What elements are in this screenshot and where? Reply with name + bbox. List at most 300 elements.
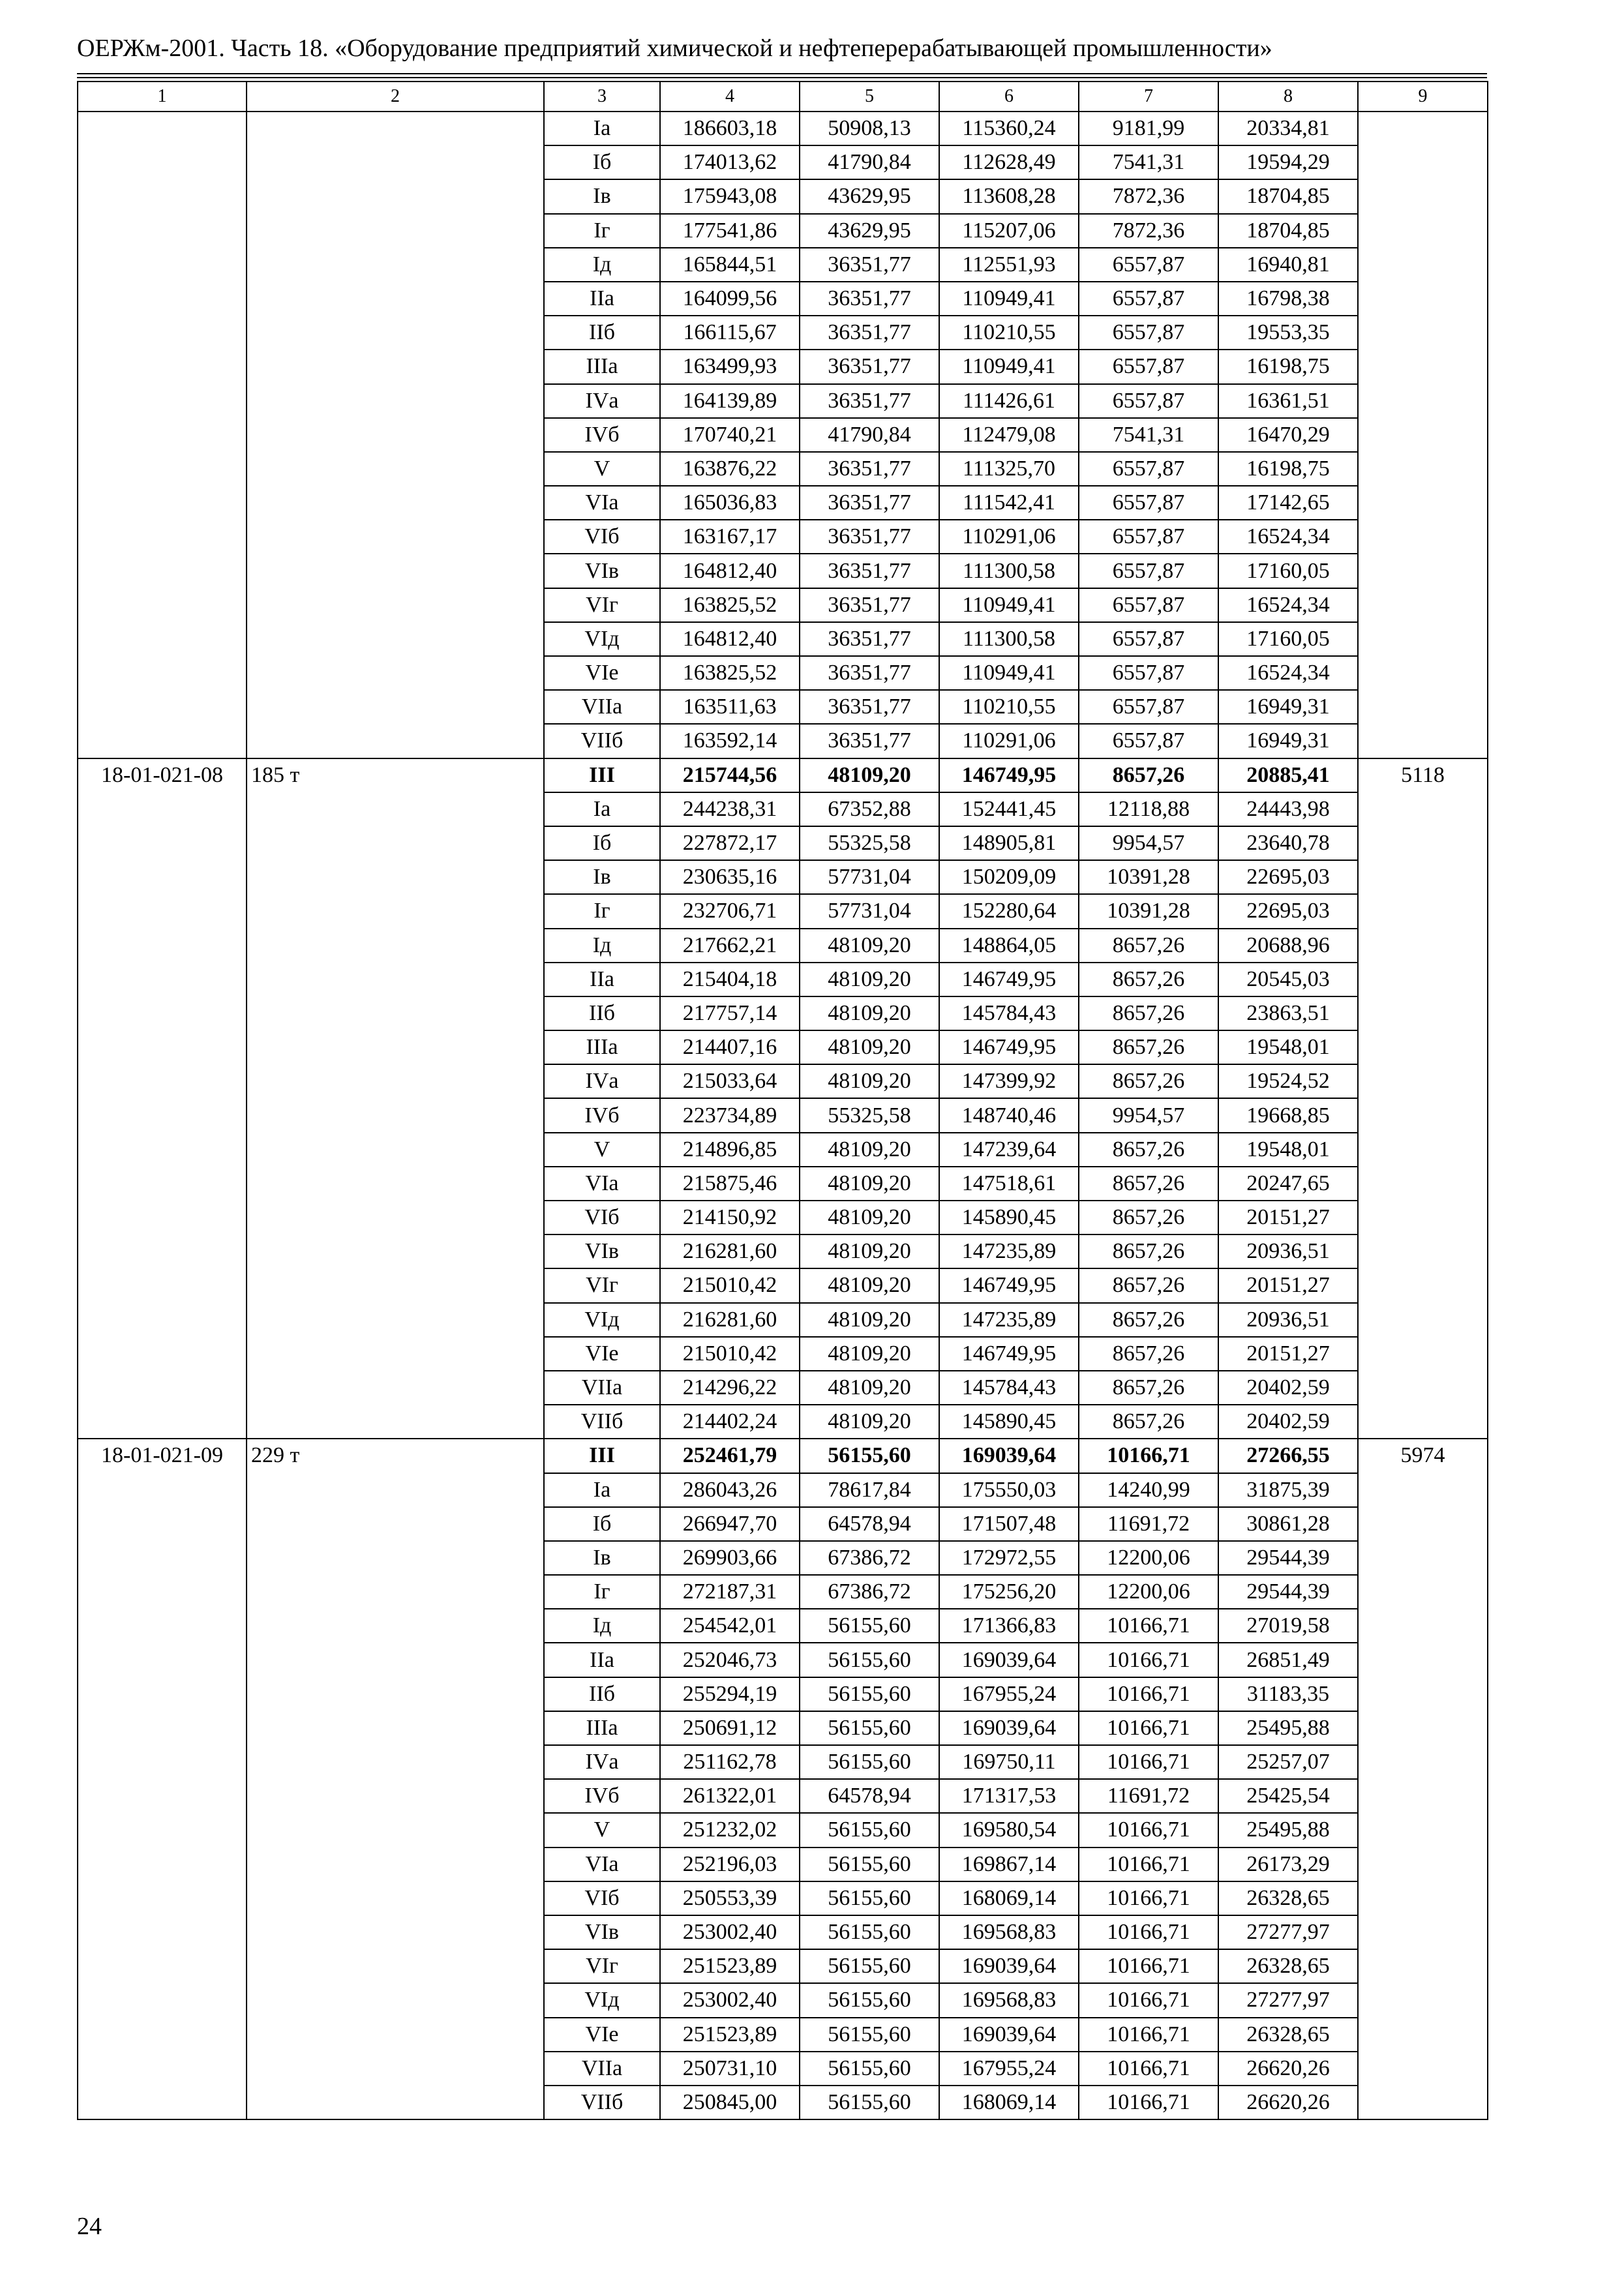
value-cell: 8657,26 [1079, 1268, 1218, 1302]
value-cell: 48109,20 [800, 1030, 939, 1064]
value-cell: 8657,26 [1079, 758, 1218, 792]
value-cell: 163167,17 [660, 520, 800, 554]
value-cell: 56155,60 [800, 2086, 939, 2119]
value-cell: 10166,71 [1079, 1609, 1218, 1643]
value-cell: 152280,64 [939, 894, 1079, 928]
value-cell: 50908,13 [800, 112, 939, 145]
value-cell: 172972,55 [939, 1541, 1079, 1575]
zone-cell: IIа [544, 963, 660, 996]
zone-cell: Iа [544, 792, 660, 826]
value-cell: 48109,20 [800, 1303, 939, 1337]
value-cell: 36351,77 [800, 656, 939, 690]
value-cell: 16361,51 [1218, 384, 1358, 418]
value-cell: 251523,89 [660, 1949, 800, 1983]
value-cell: 215033,64 [660, 1064, 800, 1098]
value-cell: 177541,86 [660, 214, 800, 248]
value-cell: 48109,20 [800, 996, 939, 1030]
value-cell: 19668,85 [1218, 1098, 1358, 1132]
value-cell: 8657,26 [1079, 1064, 1218, 1098]
value-cell: 7872,36 [1079, 179, 1218, 213]
zone-cell: Iг [544, 214, 660, 248]
value-cell: 217662,21 [660, 929, 800, 963]
zone-cell: Iв [544, 179, 660, 213]
value-cell: 36351,77 [800, 282, 939, 316]
value-cell: 11691,72 [1079, 1779, 1218, 1813]
zone-cell: VIб [544, 1881, 660, 1915]
value-cell: 6557,87 [1079, 724, 1218, 758]
zone-cell: VIIа [544, 1371, 660, 1405]
zone-cell: VIг [544, 1268, 660, 1302]
value-cell: 20402,59 [1218, 1405, 1358, 1439]
value-cell: 10166,71 [1079, 1677, 1218, 1711]
value-cell: 110210,55 [939, 316, 1079, 350]
zone-cell: VIIб [544, 1405, 660, 1439]
value-cell: 8657,26 [1079, 963, 1218, 996]
value-cell: 48109,20 [800, 1133, 939, 1167]
value-cell: 8657,26 [1079, 996, 1218, 1030]
value-cell: 227872,17 [660, 826, 800, 860]
value-cell: 30861,28 [1218, 1507, 1358, 1541]
value-cell: 27277,97 [1218, 1983, 1358, 2017]
zone-cell: IIа [544, 282, 660, 316]
value-cell: 6557,87 [1079, 622, 1218, 656]
value-cell: 48109,20 [800, 929, 939, 963]
value-cell: 250845,00 [660, 2086, 800, 2119]
zone-cell: VIб [544, 1201, 660, 1234]
value-cell: 163592,14 [660, 724, 800, 758]
value-cell: 112628,49 [939, 145, 1079, 179]
rate-code: 18-01-021-08 [78, 758, 247, 1439]
value-cell: 20247,65 [1218, 1167, 1358, 1201]
value-cell: 56155,60 [800, 2018, 939, 2052]
value-cell: 16198,75 [1218, 350, 1358, 383]
value-cell: 12200,06 [1079, 1541, 1218, 1575]
value-cell: 253002,40 [660, 1915, 800, 1949]
value-cell: 111325,70 [939, 452, 1079, 486]
value-cell: 115360,24 [939, 112, 1079, 145]
value-cell: 163499,93 [660, 350, 800, 383]
value-cell: 163511,63 [660, 690, 800, 724]
zone-cell: Iв [544, 860, 660, 894]
value-cell: 48109,20 [800, 758, 939, 792]
value-cell: 56155,60 [800, 1848, 939, 1881]
value-cell: 148740,46 [939, 1098, 1079, 1132]
value-cell: 20151,27 [1218, 1268, 1358, 1302]
zone-cell: VIе [544, 656, 660, 690]
value-cell: 110210,55 [939, 690, 1079, 724]
value-cell: 56155,60 [800, 1643, 939, 1677]
value-cell: 57731,04 [800, 860, 939, 894]
value-cell: 214407,16 [660, 1030, 800, 1064]
value-cell: 186603,18 [660, 112, 800, 145]
value-cell: 18704,85 [1218, 179, 1358, 213]
zone-cell: VIв [544, 1915, 660, 1949]
value-cell: 19553,35 [1218, 316, 1358, 350]
value-cell: 215010,42 [660, 1337, 800, 1371]
value-cell: 150209,09 [939, 860, 1079, 894]
value-cell: 266947,70 [660, 1507, 800, 1541]
value-cell: 10391,28 [1079, 894, 1218, 928]
value-cell: 43629,95 [800, 179, 939, 213]
value-cell: 253002,40 [660, 1983, 800, 2017]
page-number: 24 [77, 2213, 102, 2240]
value-cell: 254542,01 [660, 1609, 800, 1643]
value-cell: 217757,14 [660, 996, 800, 1030]
zone-cell: IIIа [544, 1030, 660, 1064]
value-cell: 6557,87 [1079, 520, 1218, 554]
zone-cell: V [544, 1133, 660, 1167]
zone-cell: Iг [544, 1575, 660, 1609]
value-cell: 6557,87 [1079, 452, 1218, 486]
value-cell: 10166,71 [1079, 1643, 1218, 1677]
value-cell: 20545,03 [1218, 963, 1358, 996]
column-number-5: 5 [800, 82, 939, 112]
value-cell: 67386,72 [800, 1541, 939, 1575]
value-cell: 10166,71 [1079, 2018, 1218, 2052]
value-cell: 26173,29 [1218, 1848, 1358, 1881]
value-cell: 20334,81 [1218, 112, 1358, 145]
zone-cell: VIIа [544, 2052, 660, 2086]
zone-cell: IIIа [544, 1711, 660, 1745]
zone-cell: VIа [544, 1167, 660, 1201]
value-cell: 7541,31 [1079, 145, 1218, 179]
value-cell: 115207,06 [939, 214, 1079, 248]
value-cell: 170740,21 [660, 418, 800, 452]
value-cell: 26328,65 [1218, 1881, 1358, 1915]
value-cell: 164099,56 [660, 282, 800, 316]
value-cell: 10391,28 [1079, 860, 1218, 894]
value-cell: 175943,08 [660, 179, 800, 213]
value-cell: 19524,52 [1218, 1064, 1358, 1098]
value-cell: 56155,60 [800, 1745, 939, 1779]
column-number-4: 4 [660, 82, 800, 112]
value-cell: 8657,26 [1079, 1133, 1218, 1167]
value-cell: 10166,71 [1079, 1848, 1218, 1881]
value-cell: 214896,85 [660, 1133, 800, 1167]
zone-cell: IVа [544, 384, 660, 418]
value-cell: 146749,95 [939, 758, 1079, 792]
value-cell: 36351,77 [800, 350, 939, 383]
zone-cell: VIа [544, 486, 660, 520]
value-cell: 26328,65 [1218, 1949, 1358, 1983]
value-cell: 20936,51 [1218, 1303, 1358, 1337]
value-cell: 56155,60 [800, 1711, 939, 1745]
value-cell: 17142,65 [1218, 486, 1358, 520]
value-cell: 147518,61 [939, 1167, 1079, 1201]
zone-cell: Iд [544, 929, 660, 963]
value-cell: 230635,16 [660, 860, 800, 894]
value-cell: 56155,60 [800, 1813, 939, 1847]
value-cell: 168069,14 [939, 2086, 1079, 2119]
zone-cell: VIIб [544, 2086, 660, 2119]
value-cell: 169039,64 [939, 1643, 1079, 1677]
value-cell: 171366,83 [939, 1609, 1079, 1643]
value-cell: 110291,06 [939, 520, 1079, 554]
value-cell: 112551,93 [939, 248, 1079, 282]
value-cell: 145784,43 [939, 1371, 1079, 1405]
value-cell: 56155,60 [800, 1949, 939, 1983]
column-number-8: 8 [1218, 82, 1358, 112]
value-cell: 251162,78 [660, 1745, 800, 1779]
value-cell: 26328,65 [1218, 2018, 1358, 2052]
value-cell: 175550,03 [939, 1473, 1079, 1507]
value-cell: 250691,12 [660, 1711, 800, 1745]
value-cell: 10166,71 [1079, 1439, 1218, 1473]
value-cell: 16524,34 [1218, 588, 1358, 622]
value-cell: 110949,41 [939, 282, 1079, 316]
value-cell: 56155,60 [800, 1915, 939, 1949]
zone-cell: IVб [544, 418, 660, 452]
value-cell: 31875,39 [1218, 1473, 1358, 1507]
value-cell: 165844,51 [660, 248, 800, 282]
value-cell: 36351,77 [800, 690, 939, 724]
value-cell: 146749,95 [939, 1030, 1079, 1064]
value-cell: 43629,95 [800, 214, 939, 248]
column-9-value [1358, 112, 1488, 758]
value-cell: 145784,43 [939, 996, 1079, 1030]
value-cell: 20936,51 [1218, 1234, 1358, 1268]
value-cell: 167955,24 [939, 1677, 1079, 1711]
value-cell: 78617,84 [800, 1473, 939, 1507]
value-cell: 10166,71 [1079, 2052, 1218, 2086]
zone-cell: IIб [544, 996, 660, 1030]
value-cell: 169039,64 [939, 1711, 1079, 1745]
value-cell: 16949,31 [1218, 724, 1358, 758]
value-cell: 8657,26 [1079, 1030, 1218, 1064]
value-cell: 10166,71 [1079, 1881, 1218, 1915]
value-cell: 8657,26 [1079, 1167, 1218, 1201]
zone-cell: IVб [544, 1098, 660, 1132]
table-row [78, 112, 1488, 145]
value-cell: 36351,77 [800, 588, 939, 622]
value-cell: 252196,03 [660, 1848, 800, 1881]
value-cell: 9954,57 [1079, 826, 1218, 860]
zone-cell: III [544, 1439, 660, 1473]
value-cell: 27277,97 [1218, 1915, 1358, 1949]
rate-description: 229 т [247, 1439, 544, 2119]
zone-cell: V [544, 452, 660, 486]
value-cell: 20885,41 [1218, 758, 1358, 792]
value-cell: 6557,87 [1079, 588, 1218, 622]
value-cell: 8657,26 [1079, 1303, 1218, 1337]
value-cell: 55325,58 [800, 1098, 939, 1132]
value-cell: 169039,64 [939, 1949, 1079, 1983]
value-cell: 10166,71 [1079, 1949, 1218, 1983]
value-cell: 23863,51 [1218, 996, 1358, 1030]
value-cell: 146749,95 [939, 1268, 1079, 1302]
value-cell: 48109,20 [800, 1167, 939, 1201]
zone-cell: Iд [544, 1609, 660, 1643]
value-cell: 11691,72 [1079, 1507, 1218, 1541]
value-cell: 171317,53 [939, 1779, 1079, 1813]
value-cell: 223734,89 [660, 1098, 800, 1132]
value-cell: 163825,52 [660, 588, 800, 622]
value-cell: 57731,04 [800, 894, 939, 928]
value-cell: 36351,77 [800, 622, 939, 656]
zone-cell: V [544, 1813, 660, 1847]
value-cell: 17160,05 [1218, 622, 1358, 656]
value-cell: 22695,03 [1218, 894, 1358, 928]
value-cell: 171507,48 [939, 1507, 1079, 1541]
value-cell: 216281,60 [660, 1234, 800, 1268]
value-cell: 145890,45 [939, 1201, 1079, 1234]
value-cell: 67352,88 [800, 792, 939, 826]
value-cell: 6557,87 [1079, 282, 1218, 316]
value-cell: 147239,64 [939, 1133, 1079, 1167]
value-cell: 48109,20 [800, 1234, 939, 1268]
value-cell: 41790,84 [800, 145, 939, 179]
value-cell: 111542,41 [939, 486, 1079, 520]
value-cell: 25425,54 [1218, 1779, 1358, 1813]
value-cell: 215404,18 [660, 963, 800, 996]
value-cell: 269903,66 [660, 1541, 800, 1575]
value-cell: 56155,60 [800, 2052, 939, 2086]
zone-cell: Iд [544, 248, 660, 282]
value-cell: 36351,77 [800, 452, 939, 486]
value-cell: 20151,27 [1218, 1337, 1358, 1371]
value-cell: 169750,11 [939, 1745, 1079, 1779]
value-cell: 145890,45 [939, 1405, 1079, 1439]
value-cell: 113608,28 [939, 179, 1079, 213]
table-row [78, 758, 1488, 792]
value-cell: 215744,56 [660, 758, 800, 792]
value-cell: 164812,40 [660, 554, 800, 588]
value-cell: 8657,26 [1079, 1337, 1218, 1371]
value-cell: 232706,71 [660, 894, 800, 928]
value-cell: 216281,60 [660, 1303, 800, 1337]
column-number-3: 3 [544, 82, 660, 112]
value-cell: 27266,55 [1218, 1439, 1358, 1473]
value-cell: 251232,02 [660, 1813, 800, 1847]
rate-code: 18-01-021-09 [78, 1439, 247, 2119]
page-title: ОЕРЖм-2001. Часть 18. «Оборудование предприятий химической и нефтеперерабатывающей промышленности» [77, 35, 1272, 62]
column-number-6: 6 [939, 82, 1079, 112]
value-cell: 255294,19 [660, 1677, 800, 1711]
value-cell: 56155,60 [800, 1609, 939, 1643]
value-cell: 16798,38 [1218, 282, 1358, 316]
zone-cell: IIб [544, 316, 660, 350]
column-9-value: 5118 [1358, 758, 1488, 1439]
value-cell: 26620,26 [1218, 2086, 1358, 2119]
zone-cell: VIа [544, 1848, 660, 1881]
value-cell: 36351,77 [800, 554, 939, 588]
value-cell: 25495,88 [1218, 1711, 1358, 1745]
value-cell: 147235,89 [939, 1303, 1079, 1337]
value-cell: 8657,26 [1079, 1371, 1218, 1405]
value-cell: 64578,94 [800, 1507, 939, 1541]
value-cell: 55325,58 [800, 826, 939, 860]
zone-cell: Iг [544, 894, 660, 928]
zone-cell: IVа [544, 1064, 660, 1098]
value-cell: 67386,72 [800, 1575, 939, 1609]
column-number-7: 7 [1079, 82, 1218, 112]
value-cell: 251523,89 [660, 2018, 800, 2052]
value-cell: 286043,26 [660, 1473, 800, 1507]
value-cell: 169580,54 [939, 1813, 1079, 1847]
value-cell: 36351,77 [800, 520, 939, 554]
value-cell: 48109,20 [800, 1371, 939, 1405]
value-cell: 214402,24 [660, 1405, 800, 1439]
value-cell: 48109,20 [800, 1201, 939, 1234]
value-cell: 48109,20 [800, 1064, 939, 1098]
value-cell: 56155,60 [800, 1677, 939, 1711]
value-cell: 36351,77 [800, 316, 939, 350]
value-cell: 152441,45 [939, 792, 1079, 826]
value-cell: 14240,99 [1079, 1473, 1218, 1507]
value-cell: 27019,58 [1218, 1609, 1358, 1643]
value-cell: 8657,26 [1079, 1234, 1218, 1268]
value-cell: 166115,67 [660, 316, 800, 350]
zone-cell: VIIа [544, 690, 660, 724]
value-cell: 174013,62 [660, 145, 800, 179]
value-cell: 10166,71 [1079, 1813, 1218, 1847]
value-cell: 6557,87 [1079, 248, 1218, 282]
value-cell: 10166,71 [1079, 1711, 1218, 1745]
value-cell: 252046,73 [660, 1643, 800, 1677]
value-cell: 250731,10 [660, 2052, 800, 2086]
value-cell: 163876,22 [660, 452, 800, 486]
value-cell: 56155,60 [800, 1439, 939, 1473]
value-cell: 169867,14 [939, 1848, 1079, 1881]
value-cell: 25495,88 [1218, 1813, 1358, 1847]
value-cell: 22695,03 [1218, 860, 1358, 894]
value-cell: 252461,79 [660, 1439, 800, 1473]
value-cell: 169568,83 [939, 1915, 1079, 1949]
zone-cell: VIг [544, 1949, 660, 1983]
zone-cell: VIг [544, 588, 660, 622]
value-cell: 16940,81 [1218, 248, 1358, 282]
value-cell: 16524,34 [1218, 656, 1358, 690]
value-cell: 10166,71 [1079, 1983, 1218, 2017]
zone-cell: VIд [544, 1303, 660, 1337]
value-cell: 6557,87 [1079, 656, 1218, 690]
value-cell: 6557,87 [1079, 384, 1218, 418]
value-cell: 56155,60 [800, 1881, 939, 1915]
zone-cell: Iв [544, 1541, 660, 1575]
value-cell: 26851,49 [1218, 1643, 1358, 1677]
value-cell: 6557,87 [1079, 486, 1218, 520]
zone-cell: Iб [544, 145, 660, 179]
value-cell: 25257,07 [1218, 1745, 1358, 1779]
value-cell: 19548,01 [1218, 1133, 1358, 1167]
value-cell: 272187,31 [660, 1575, 800, 1609]
value-cell: 7541,31 [1079, 418, 1218, 452]
value-cell: 56155,60 [800, 1983, 939, 2017]
value-cell: 36351,77 [800, 248, 939, 282]
header-rule [77, 73, 1487, 78]
value-cell: 48109,20 [800, 1268, 939, 1302]
value-cell: 261322,01 [660, 1779, 800, 1813]
value-cell: 48109,20 [800, 1405, 939, 1439]
value-cell: 169039,64 [939, 1439, 1079, 1473]
value-cell: 110291,06 [939, 724, 1079, 758]
value-cell: 19548,01 [1218, 1030, 1358, 1064]
value-cell: 36351,77 [800, 384, 939, 418]
value-cell: 48109,20 [800, 963, 939, 996]
value-cell: 8657,26 [1079, 929, 1218, 963]
value-cell: 9181,99 [1079, 112, 1218, 145]
value-cell: 41790,84 [800, 418, 939, 452]
value-cell: 8657,26 [1079, 1201, 1218, 1234]
column-number-9: 9 [1358, 82, 1488, 112]
value-cell: 168069,14 [939, 1881, 1079, 1915]
value-cell: 214150,92 [660, 1201, 800, 1234]
value-cell: 111300,58 [939, 554, 1079, 588]
value-cell: 215875,46 [660, 1167, 800, 1201]
value-cell: 215010,42 [660, 1268, 800, 1302]
value-cell: 26620,26 [1218, 2052, 1358, 2086]
value-cell: 148905,81 [939, 826, 1079, 860]
